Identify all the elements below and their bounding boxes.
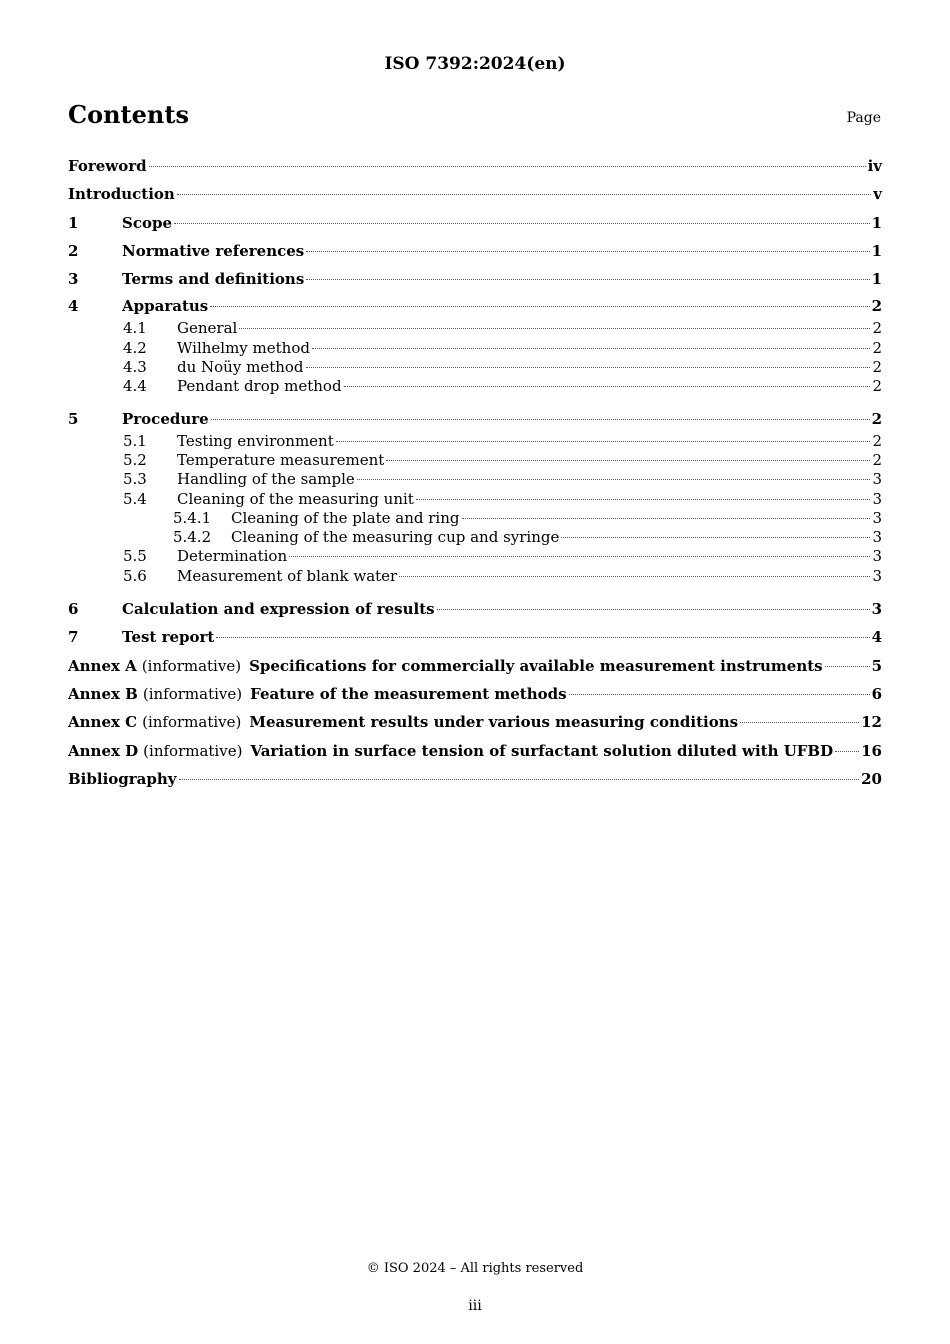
toc-entry-annex-c[interactable] <box>68 708 882 736</box>
annex-informative: (informative) <box>143 741 243 760</box>
toc-page: 2 <box>872 377 882 396</box>
toc-number: 7 <box>68 628 79 647</box>
dot-leader <box>399 576 870 577</box>
toc-page: 3 <box>872 508 882 527</box>
toc-number: 4 <box>68 297 79 316</box>
toc-entry-calculation-and-expression[interactable] <box>68 595 882 623</box>
toc-number: 6 <box>68 600 79 619</box>
toc-entry-annex-b[interactable] <box>68 680 882 708</box>
toc-title: Specifications for commercially available measurement instruments <box>249 656 823 675</box>
toc-entry-introduction[interactable] <box>68 180 882 208</box>
toc-entry-measurement-of-blank-water[interactable] <box>68 567 882 586</box>
toc-number: 4.4 <box>123 377 147 396</box>
toc-page: 20 <box>861 769 882 788</box>
toc-number: 5.3 <box>123 470 147 489</box>
toc-title: Variation in surface tension of surfactant solution diluted with UFBD <box>250 741 834 760</box>
toc-entry-general[interactable] <box>68 319 882 338</box>
dot-leader <box>149 166 866 167</box>
annex-prefix: Annex B <box>68 684 138 703</box>
toc-title: Scope <box>122 213 173 232</box>
toc-entry-procedure[interactable] <box>68 406 882 432</box>
toc-entry-terms-and-definitions[interactable] <box>68 265 882 293</box>
toc-page: 3 <box>871 600 882 619</box>
toc-page: 4 <box>871 628 882 647</box>
toc-page: 3 <box>872 566 882 585</box>
annex-prefix: Annex A <box>68 656 137 675</box>
toc-page: 2 <box>872 358 882 377</box>
toc-title: Handling of the sample <box>177 470 355 489</box>
dot-leader <box>174 223 870 224</box>
toc-number: 1 <box>68 213 79 232</box>
annex-informative: (informative) <box>142 684 243 703</box>
toc-title: Cleaning of the measuring cup and syringe <box>231 528 560 547</box>
toc-entry-bibliography[interactable] <box>68 765 882 793</box>
annex-prefix: Annex D <box>68 741 139 760</box>
toc-number: 3 <box>68 270 79 289</box>
toc-entry-apparatus[interactable] <box>68 293 882 319</box>
toc-page: 2 <box>872 338 882 357</box>
dot-leader <box>312 348 870 349</box>
dot-leader <box>462 518 871 519</box>
toc-page: 3 <box>872 547 882 566</box>
dot-leader <box>306 279 869 280</box>
dot-leader <box>239 328 870 329</box>
toc-title: Procedure <box>122 409 209 428</box>
section-gap <box>68 397 882 406</box>
toc-entry-scope[interactable] <box>68 209 882 237</box>
dot-leader <box>561 537 870 538</box>
toc-number: 5.1 <box>123 431 147 450</box>
dot-leader <box>835 751 859 752</box>
toc-number: 5.4 <box>123 489 147 508</box>
page-column-label: Page <box>846 110 881 126</box>
toc-number: 5.4.1 <box>173 508 212 527</box>
dot-leader <box>306 367 871 368</box>
toc-title: Calculation and expression of results <box>122 600 435 619</box>
toc-number: 4.2 <box>123 338 147 357</box>
toc-number: 4.1 <box>123 319 147 338</box>
copyright-notice: © ISO 2024 – All rights reserved <box>366 1261 584 1276</box>
toc-page: 2 <box>871 409 882 428</box>
dot-leader <box>740 722 859 723</box>
toc-entry-temperature-measurement[interactable] <box>68 451 882 470</box>
table-of-contents <box>68 152 882 793</box>
page-number: iii <box>468 1298 482 1314</box>
toc-number: 5.2 <box>123 450 147 469</box>
dot-leader <box>357 479 871 480</box>
toc-entry-pendant-drop-method[interactable] <box>68 377 882 396</box>
toc-title: Foreword <box>68 157 147 175</box>
toc-entry-annex-d[interactable] <box>68 737 882 765</box>
annex-informative: (informative) <box>142 713 242 732</box>
dot-leader <box>216 637 869 638</box>
dot-leader <box>211 419 870 420</box>
toc-title: Testing environment <box>177 431 334 450</box>
toc-title: Terms and definitions <box>122 270 305 289</box>
toc-page: 16 <box>861 741 882 760</box>
toc-entry-foreword[interactable] <box>68 152 882 180</box>
toc-entry-wilhelmy-method[interactable] <box>68 339 882 358</box>
annex-informative: (informative) <box>141 656 242 675</box>
toc-title: Measurement results under various measuring conditions <box>249 713 739 732</box>
toc-page: 2 <box>872 431 882 450</box>
toc-page: 3 <box>872 470 882 489</box>
document-id-header: ISO 7392:2024(en) <box>384 54 566 74</box>
toc-page: 2 <box>871 297 882 316</box>
toc-entry-handling-of-the-sample[interactable] <box>68 470 882 489</box>
toc-page: 2 <box>872 450 882 469</box>
toc-page: v <box>873 185 882 204</box>
toc-title: Test report <box>122 628 215 647</box>
toc-entry-test-report[interactable] <box>68 623 882 651</box>
toc-page: 12 <box>861 713 882 732</box>
toc-number: 2 <box>68 241 79 260</box>
toc-title: Wilhelmy method <box>177 338 310 357</box>
toc-page: 2 <box>872 319 882 338</box>
contents-heading: Contents <box>68 100 189 129</box>
dot-leader <box>336 441 871 442</box>
toc-title: Determination <box>177 547 288 566</box>
toc-title: Pendant drop method <box>177 377 342 396</box>
dot-leader <box>825 666 870 667</box>
toc-page: 5 <box>871 656 882 675</box>
toc-number: 5 <box>68 409 79 428</box>
toc-title: Measurement of blank water <box>177 566 398 585</box>
toc-entry-cleaning-of-the-measuring-unit[interactable] <box>68 490 882 509</box>
annex-prefix: Annex C <box>68 713 138 732</box>
toc-page: 1 <box>871 270 882 289</box>
dot-leader <box>306 251 869 252</box>
toc-page: 3 <box>872 489 882 508</box>
toc-title: Apparatus <box>122 297 209 316</box>
toc-title: Cleaning of the measuring unit <box>177 489 414 508</box>
toc-entry-cleaning-of-plate-and-ring[interactable] <box>68 509 882 528</box>
toc-title: Cleaning of the plate and ring <box>231 508 460 527</box>
dot-leader <box>344 386 871 387</box>
toc-number: 5.6 <box>123 566 147 585</box>
section-gap <box>68 586 882 595</box>
toc-title: Normative references <box>122 241 305 260</box>
toc-title: Bibliography <box>68 769 177 788</box>
toc-entry-cleaning-of-cup-and-syringe[interactable] <box>68 528 882 547</box>
toc-page: 1 <box>871 241 882 260</box>
toc-entry-normative-references[interactable] <box>68 237 882 265</box>
toc-title: Introduction <box>68 185 175 204</box>
toc-page: 3 <box>872 528 882 547</box>
dot-leader <box>386 460 870 461</box>
toc-entry-testing-environment[interactable] <box>68 432 882 451</box>
toc-title: Temperature measurement <box>177 450 385 469</box>
dot-leader <box>569 694 870 695</box>
dot-leader <box>179 779 860 780</box>
toc-entry-annex-a[interactable] <box>68 652 882 680</box>
toc-entry-determination[interactable] <box>68 547 882 566</box>
toc-title: Feature of the measurement methods <box>250 684 567 703</box>
dot-leader <box>289 556 870 557</box>
dot-leader <box>416 499 871 500</box>
dot-leader <box>437 609 870 610</box>
toc-title: General <box>177 319 238 338</box>
dot-leader <box>210 306 869 307</box>
toc-page: 6 <box>871 684 882 703</box>
toc-title: du Noüy method <box>177 358 304 377</box>
toc-page: 1 <box>871 213 882 232</box>
toc-number: 5.5 <box>123 547 147 566</box>
toc-number: 5.4.2 <box>173 528 212 547</box>
toc-entry-du-nouy-method[interactable] <box>68 358 882 377</box>
toc-page: iv <box>867 157 882 175</box>
dot-leader <box>177 194 871 195</box>
toc-number: 4.3 <box>123 358 147 377</box>
